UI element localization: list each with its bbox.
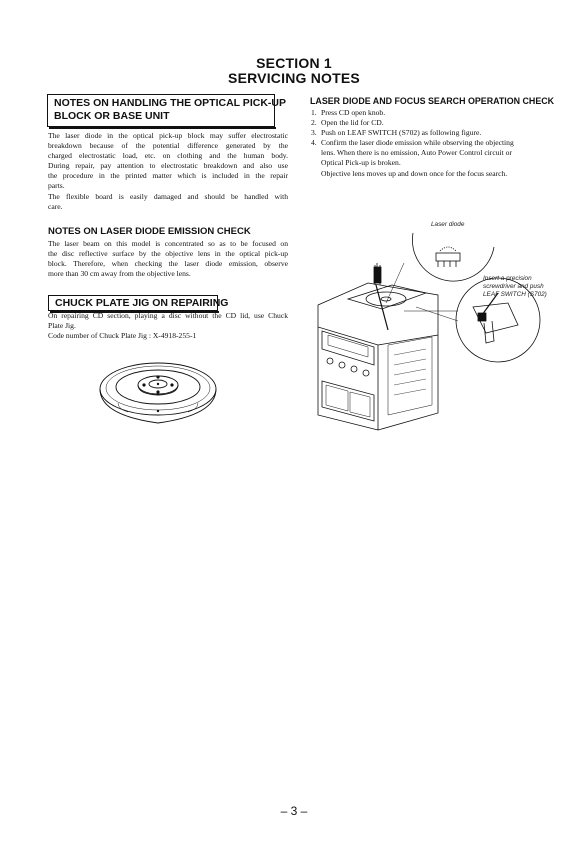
chuck-plate-heading — [48, 295, 229, 311]
page-number: – 3 – — [280, 804, 308, 818]
text-line: more than 30 cm away from the objective lens. — [48, 269, 191, 279]
text-line: The laser beam on this model is concentrated so as to be focused on — [48, 239, 288, 248]
emission-check-text — [48, 239, 288, 279]
heading-shadow — [49, 127, 276, 129]
optical-pickup-heading-line1: NOTES ON HANDLING THE OPTICAL PICK-UP — [54, 97, 286, 109]
optical-pickup-heading-line2: BLOCK OR BASE UNIT — [54, 110, 170, 122]
text-line: block. Therefore, when checking the laser diode emission, observe — [48, 259, 288, 269]
section-number: SECTION 1 — [256, 55, 332, 71]
text-line: On repairing CD section, playing a disc without the CD lid, use Chuck — [48, 311, 288, 320]
chuck-plate-heading-text: CHUCK PLATE JIG ON REPAIRING — [55, 297, 229, 309]
emission-check-heading: NOTES ON LASER DIODE EMISSION CHECK — [48, 226, 251, 237]
list-item — [311, 138, 547, 178]
list-item — [311, 108, 547, 118]
laser-diode-label: Laser diode — [431, 221, 465, 228]
text-line: Code number of Chuck Plate Jig : X-4918-255-1 — [48, 331, 197, 341]
step-number: 4. — [311, 138, 317, 148]
text-line: The laser diode in the optical pick-up block may suffer electrostatic — [48, 131, 288, 140]
text-line: the disc reflective surface by the objective lens in the optical pick-up — [48, 249, 288, 259]
callout-line: screwdriver and push — [483, 283, 544, 290]
section-title: SERVICING NOTES — [228, 70, 360, 86]
step-text: Press CD open knob. — [321, 108, 386, 117]
step-text: Confirm the laser diode emission while observing the objecting — [321, 138, 514, 148]
optical-pickup-text — [48, 131, 288, 212]
text-line: care. — [48, 201, 63, 211]
chuck-plate-jig-drawing — [98, 355, 218, 437]
callout-line: Insert a precision — [483, 275, 532, 282]
step-text: Objective lens moves up and down once for the focus search. — [321, 168, 508, 178]
step-text: Optical Pick-up is broken. — [321, 158, 401, 168]
text-line: Plate Jig. — [48, 321, 76, 331]
step-text: Push on LEAF SWITCH (S702) as following figure. — [321, 128, 482, 138]
text-line: parts. — [48, 181, 65, 191]
step-number: 1. — [311, 108, 317, 117]
step-number: 2. — [311, 118, 317, 128]
step-text: lens. When there is no emission, Auto Power Control circuit or — [321, 148, 512, 158]
focus-search-heading: LASER DIODE AND FOCUS SEARCH OPERATION CHECK — [310, 96, 555, 106]
callout-line: LEAF SWITCH (S702) — [483, 291, 547, 298]
leaf-switch-figure — [308, 215, 558, 440]
text-line: During repair, pay attention to electrostatic breakdown and also use — [48, 161, 288, 171]
chuck-plate-text — [48, 311, 288, 341]
focus-search-steps — [311, 108, 547, 179]
text-line: breakdown because of the potential difference generated by the — [48, 141, 288, 151]
step-text: Open the lid for CD. — [321, 118, 384, 128]
text-line: charged electrostatic load, etc. on clothing and the human body. — [48, 151, 288, 161]
optical-pickup-heading — [47, 94, 286, 127]
list-item — [311, 118, 547, 128]
text-line: The flexible board is easily damaged and should be handled with — [48, 191, 288, 201]
text-line: the procedure in the printed matter which is included in the repair — [48, 171, 288, 181]
list-item — [311, 128, 547, 138]
step-number: 3. — [311, 128, 317, 138]
